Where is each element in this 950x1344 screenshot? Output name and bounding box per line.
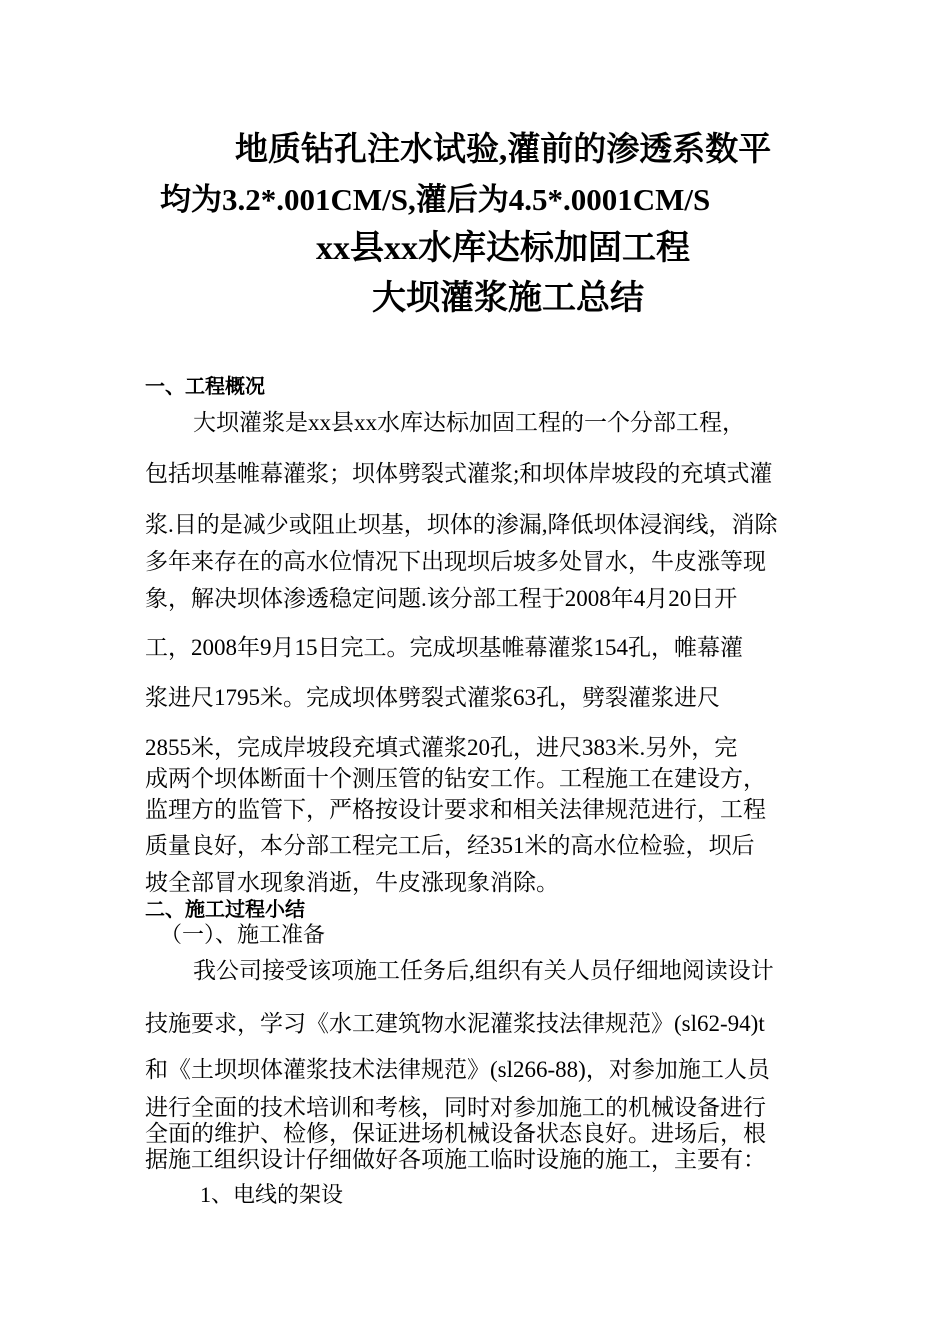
paragraph-line: 进行全面的技术培训和考核，同时对参加施工的机械设备进行 [145,1095,766,1120]
paragraph-line: 多年来存在的高水位情况下出现坝后坡多处冒水，牛皮涨等现 [145,549,766,574]
paragraph-line: 全面的维护、检修，保证进场机械设备状态良好。进场后，根 [145,1121,766,1146]
title-line-1: 地质钻孔注水试验,灌前的渗透系数平 [235,132,772,168]
subsection-heading-preparation: （一）、施工准备 [160,922,326,947]
paragraph-line: 据施工组织设计仔细做好各项施工临时设施的施工，主要有： [145,1147,766,1172]
title-line-3: xx县xx水库达标加固工程 [316,230,690,267]
section-heading-overview: 一、工程概况 [145,376,265,398]
paragraph-line: 浆.目的是减少或阻止坝基，坝体的渗漏,降低坝体浸润线，消除 [145,512,778,537]
paragraph-line: 技施要求，学习《水工建筑物水泥灌浆技法律规范》(sl62-94)t [145,1011,765,1036]
title-line-4: 大坝灌浆施工总结 [372,280,644,317]
list-item-wiring: 1、电线的架设 [200,1182,344,1207]
paragraph-line: 坡全部冒水现象消逝，牛皮涨现象消除。 [145,870,559,895]
paragraph-line: 和《土坝坝体灌浆技术法律规范》(sl266-88)，对参加施工人员 [145,1057,770,1082]
paragraph-line: 成两个坝体断面十个测压管的钻安工作。工程施工在建设方， [145,766,766,791]
paragraph-line: 工，2008年9月15日完工。完成坝基帷幕灌浆154孔，帷幕灌 [145,635,743,660]
paragraph-line: 质量良好，本分部工程完工后，经351米的高水位检验，坝后 [145,833,755,858]
title-line-2: 均为3.2*.001CM/S,灌后为4.5*.0001CM/S [160,182,711,217]
paragraph-line: 监理方的监管下，严格按设计要求和相关法律规范进行，工程 [145,797,766,822]
paragraph-line: 2855米，完成岸坡段充填式灌浆20孔，进尺383米.另外，完 [145,735,738,760]
paragraph-line: 浆进尺1795米。完成坝体劈裂式灌浆63孔，劈裂灌浆进尺 [145,685,720,710]
paragraph-line: 象，解决坝体渗透稳定问题.该分部工程于2008年4月20日开 [145,586,738,611]
paragraph-line: 大坝灌浆是xx县xx水库达标加固工程的一个分部工程， [193,410,745,435]
section-heading-process: 二、施工过程小结 [145,899,305,921]
paragraph-line: 我公司接受该项施工任务后,组织有关人员仔细地阅读设计 [193,958,774,983]
paragraph-line: 包括坝基帷幕灌浆；坝体劈裂式灌浆;和坝体岸坡段的充填式灌 [145,461,773,486]
